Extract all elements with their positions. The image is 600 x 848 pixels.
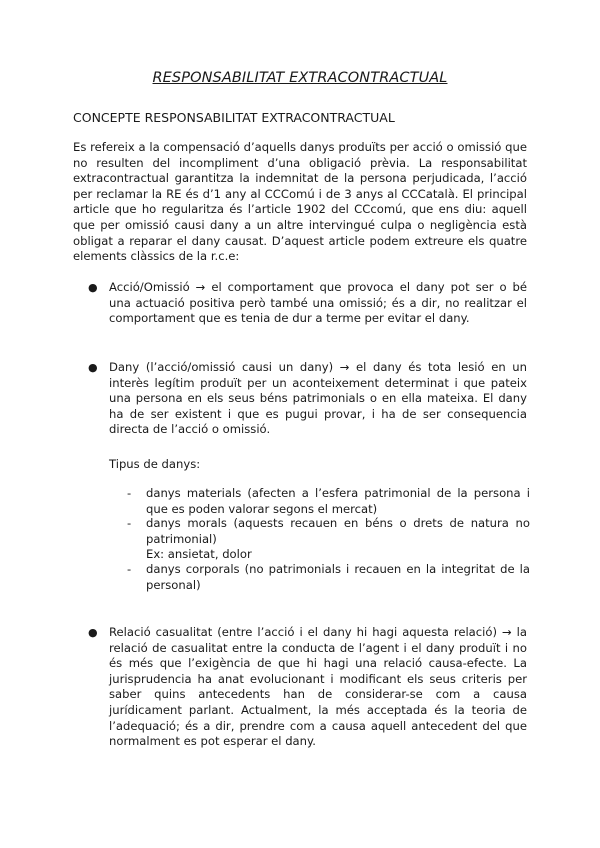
bullet-text: Acció/Omissió → el comportament que provoca el dany pot ser o bé una actuació positiva però també una omissió; és a dir, no realitzar el comportament que es tenia de dur a terme per evitar el dany. xyxy=(109,280,527,326)
bullet-icon: ● xyxy=(88,361,98,374)
section-heading: CONCEPTE RESPONSABILITAT EXTRACONTRACTUAL xyxy=(73,110,395,125)
dany-type-example: Ex: ansietat, dolor xyxy=(146,547,252,561)
dash-icon: - xyxy=(127,562,132,576)
dany-type-text: danys morals (aquests recauen en béns o drets de natura no patrimonial) xyxy=(146,516,530,546)
dany-type-text: danys materials (afecten a l’esfera patrimonial de la persona i que es poden valorar segons el mercat) xyxy=(146,486,530,516)
bullet-text: Dany (l’acció/omissió causi un dany) → el dany és tota lesió en un interès legítim produït per un aconteixement determinat i que pateix una persona en els seus béns patrimonials o en ella mateixa. El dany ha de ser existent i que es pugui provar, i ha de ser consequencia directa de l’acció o omissió. xyxy=(109,360,527,437)
dash-icon: - xyxy=(127,516,132,530)
dany-types-heading: Tipus de danys: xyxy=(109,457,201,471)
bullet-text: Relació casualitat (entre l’acció i el dany hi hagi aquesta relació) → la relació de casualitat entre la conducta de l’agent i el dany produït i no és més que l’exigència de que hi hagi una relació causa-efecte. La jurisprudencia ha anat evolucionant i modificant els seus criteris per saber quins antecedents han de considerar-se com a causa jurídicament parlant. Actualment, la més acceptada és la teoria de l’adequació; és a dir, prendre com a causa aquell antecedent del que normalment es pot esperar el dany. xyxy=(109,625,527,749)
dany-type-text: danys corporals (no patrimonials i recauen en la integritat de la personal) xyxy=(146,562,530,592)
bullet-icon: ● xyxy=(88,626,98,639)
document-title: RESPONSABILITAT EXTRACONTRACTUAL xyxy=(152,70,448,86)
dash-icon: - xyxy=(127,486,132,500)
bullet-icon: ● xyxy=(88,281,98,294)
intro-paragraph: Es refereix a la compensació d’aquells danys produïts per acció o omissió que no resulten del incompliment d’una obligació prèvia. La responsabilitat extracontractual garantitza la indemnitat de la persona perjudicada, l’acció per reclamar la RE és d’1 any al CCComú i de 3 anys al CCCatalà. El principal article que ho regularitza és l’article 1902 del CCcomú, que ens diu: aquell que per omissió causi dany a un altre intervingué culpa o negligència està obligat a reparar el dany causat. D’aquest article podem extreure els quatre elements clàssics de la r.c.e: xyxy=(73,140,527,264)
